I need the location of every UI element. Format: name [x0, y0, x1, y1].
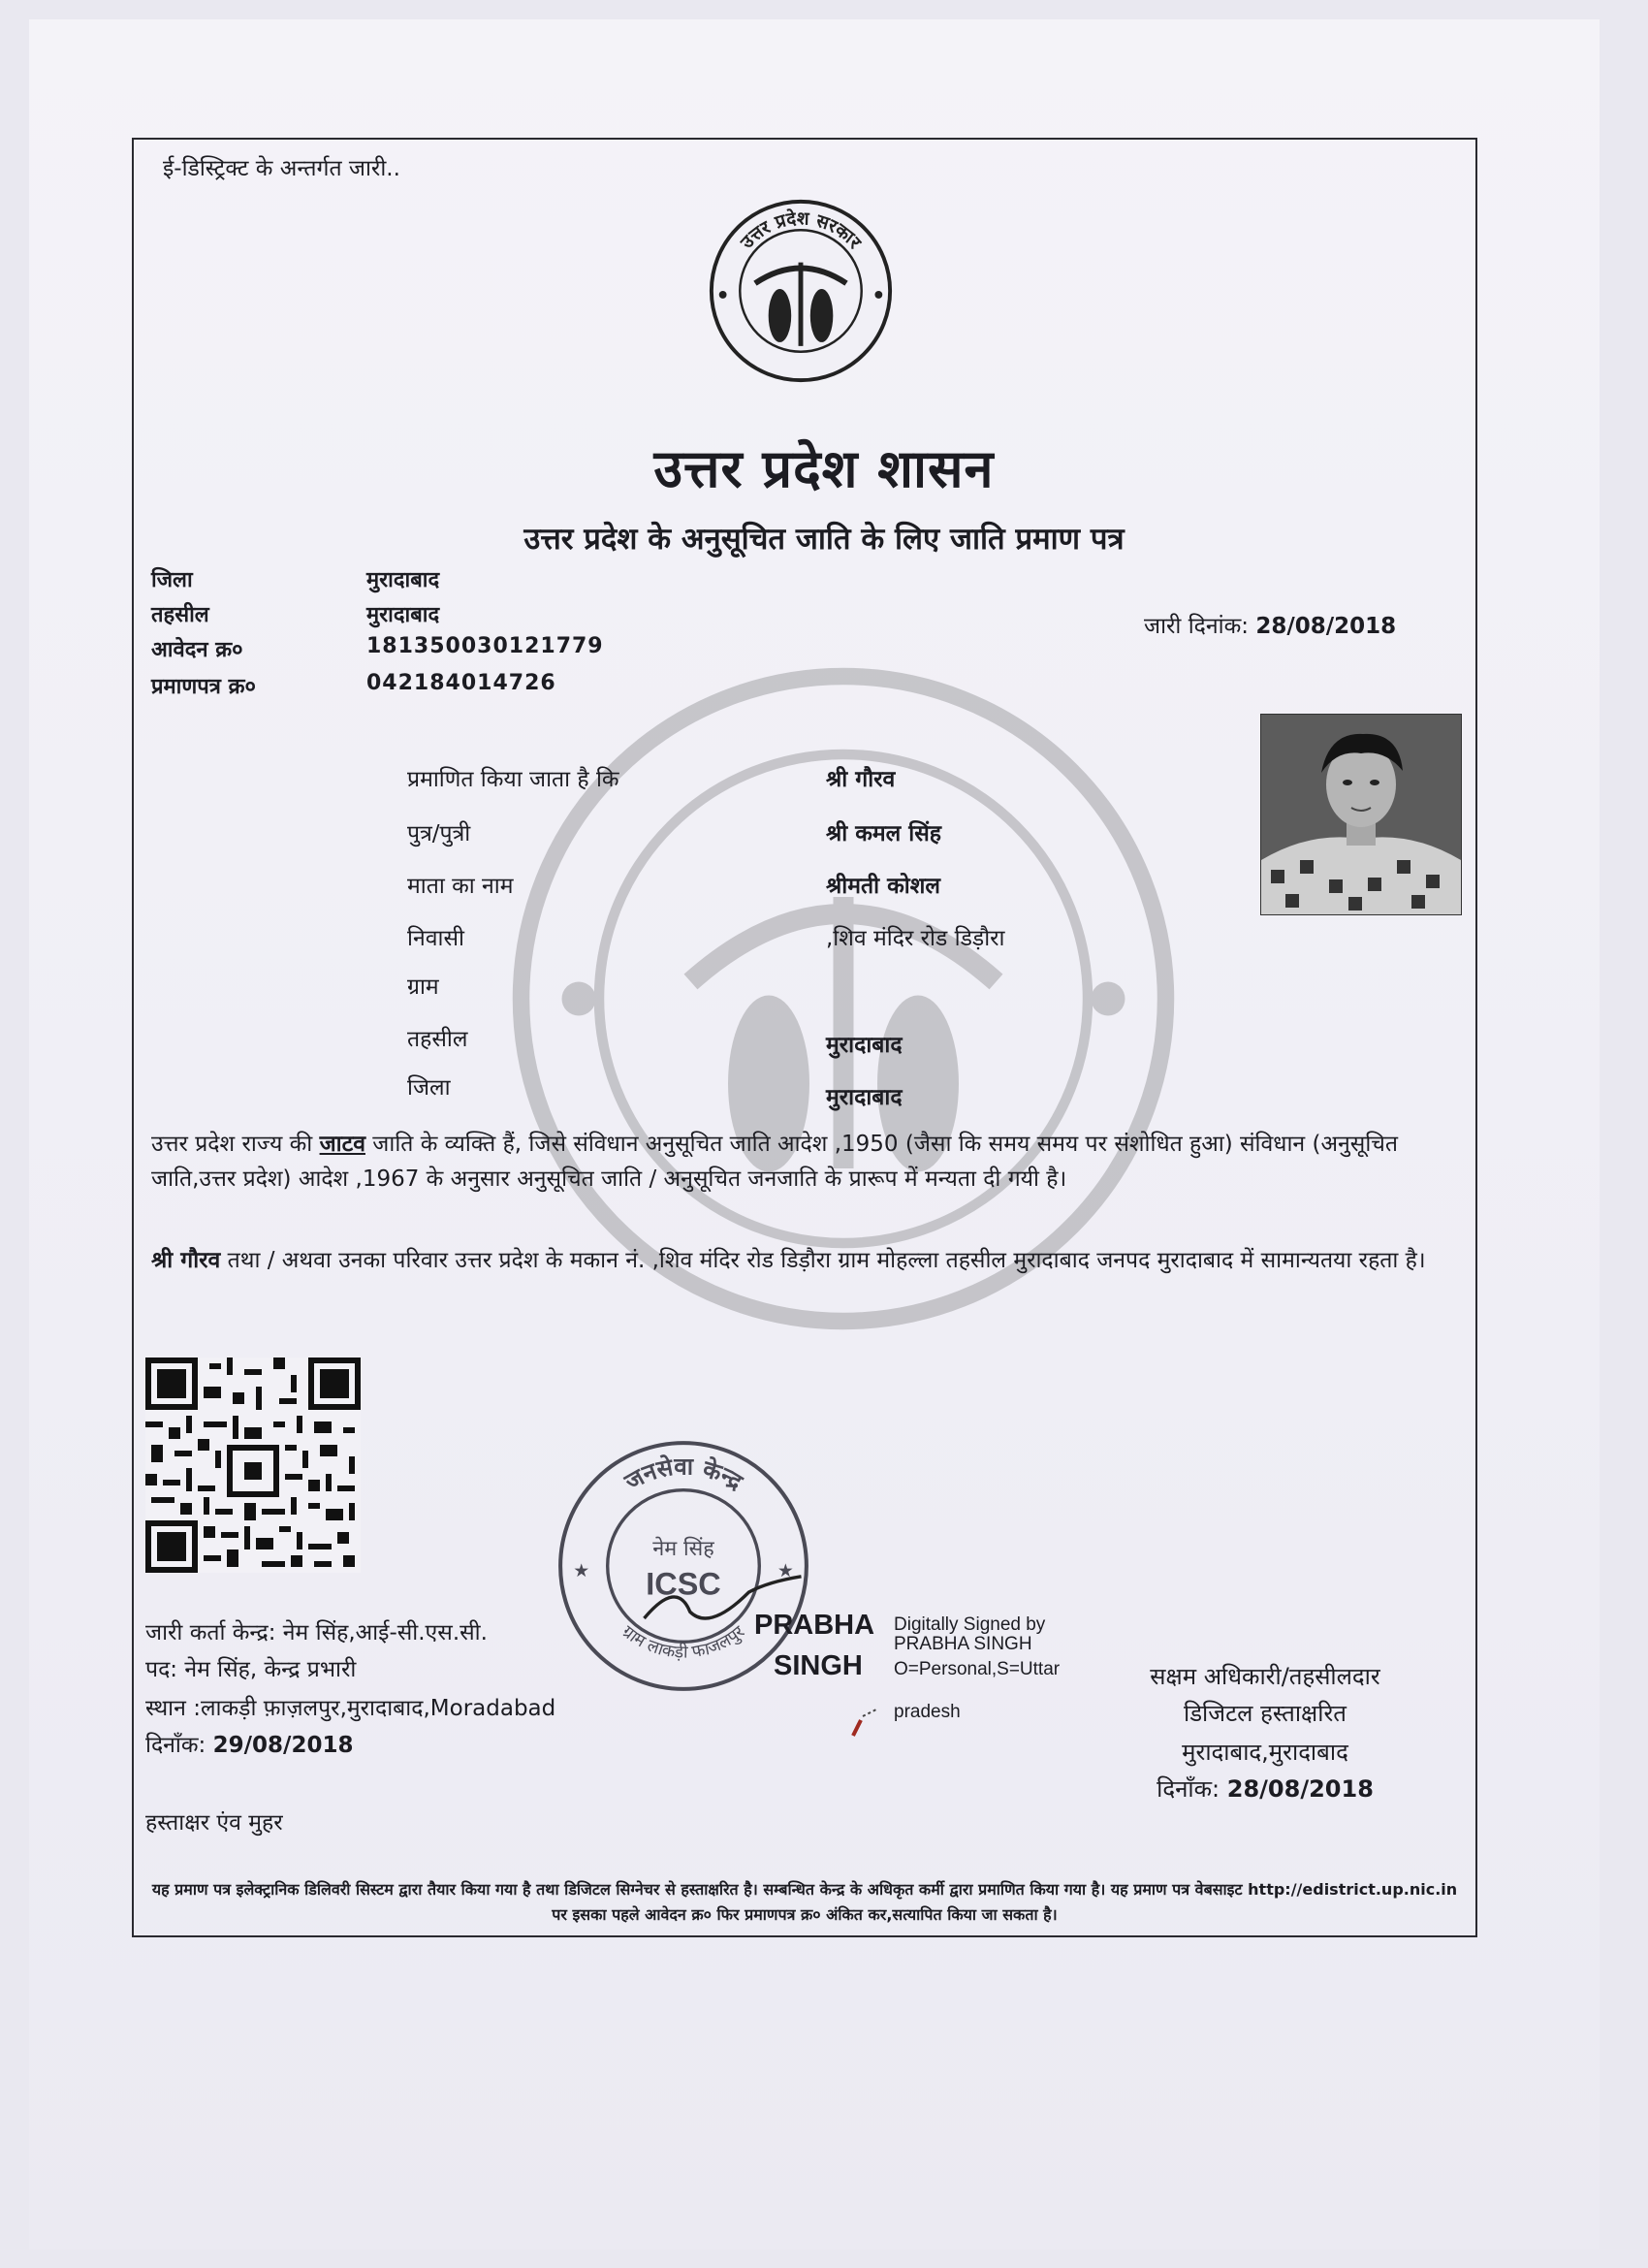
meta-value-certificate-no: 042184014726: [366, 671, 556, 695]
field-label-district: जिला: [407, 1075, 451, 1101]
field-value-resident: ,शिव मंदिर रोड डिड़ौरा: [826, 926, 1005, 951]
svg-text:★: ★: [776, 1559, 794, 1581]
meta-label-district: जिला: [151, 568, 193, 592]
field-label-mother: माता का नाम: [407, 874, 514, 899]
field-value-father: श्री कमल सिंह: [826, 821, 941, 847]
certificate-title: उत्तर प्रदेश शासन: [653, 437, 995, 499]
sign-and-seal-label: हस्ताक्षर एंव मुहर: [145, 1810, 283, 1836]
meta-label-application-no: आवेदन क्र०: [151, 638, 243, 662]
field-value-mother: श्रीमती कोशल: [826, 874, 940, 899]
meta-label-certificate-no: प्रमाणपत्र क्र०: [151, 675, 256, 699]
certificate-subtitle: उत्तर प्रदेश के अनुसूचित जाति के लिए जाति प्रमाण पत्र: [523, 522, 1125, 557]
digital-sign-detail3: O=Personal,S=Uttar: [894, 1659, 1061, 1679]
issue-date-label: जारी दिनांक:: [1144, 614, 1250, 639]
para1-rest: जाति के व्यक्ति हैं, जिसे संविधान अनुसूचित जाति आदेश ,1950 (जैसा कि समय समय पर संशोधित हुआ) संविधान (अनुसूचित जाति,उत्तर प्रदेश) आदेश ,1967 के अनुसार अनुसूचित जाति / अनुसूचित जनजाति के प्रारूप में मन्यता दी गयी है।: [151, 1132, 1399, 1192]
verification-footer: यह प्रमाण पत्र इलेक्ट्रानिक डिलिवरी सिस्टम द्वारा तैयार किया गया है तथा डिजिटल सिग्नेचर से हस्ताक्षरित है। सम्बन्धित केन्द्र के अधिकृत कर्मी द्वारा प्रमाणित किया गया है। यह प्रमाण पत्र वेबसाइट http://edistrict.up.nic.in पर इसका पहले आवेदन क्र० फिर प्रमाणपत्र क्र० अंकित कर,सत्यापित किया जा सकता है।: [151, 1880, 1458, 1924]
para2-rest: तथा / अथवा उनका परिवार उत्तर प्रदेश के मकान नं. ,शिव मंदिर रोड डिड़ौरा ग्राम मोहल्ला तहसील मुरादाबाद जनपद मुरादाबाद में सामान्यतया रहता है।: [220, 1248, 1426, 1273]
field-value-name: श्री गौरव: [826, 767, 896, 792]
meta-label-tehsil: तहसील: [151, 603, 209, 627]
digital-sign-name-line2: SINGH: [774, 1650, 863, 1681]
issuer-center: जारी कर्ता केन्द्र: नेम सिंह,आई-सी.एस.सी.: [145, 1620, 488, 1645]
issuer-date-value: 29/08/2018: [212, 1733, 354, 1758]
issuer-place: स्थान :लाकड़ी फ़ाज़लपुर,मुरादाबाद,Moradabad: [145, 1696, 556, 1721]
meta-value-tehsil: मुरादाबाद: [366, 603, 440, 627]
digital-sign-detail4: pradesh: [894, 1702, 961, 1722]
meta-value-district: मुरादाबाद: [366, 568, 440, 592]
authority-date-label: दिनाँक:: [1157, 1775, 1220, 1803]
up-government-emblem-icon: [706, 192, 896, 390]
para2-name: श्री गौरव: [151, 1248, 221, 1273]
field-label-certified: प्रमाणित किया जाता है कि: [407, 767, 619, 792]
caste-declaration-paragraph: [151, 1127, 1455, 1197]
stamp-top-text: जनसेवा केन्द्र: [619, 1452, 748, 1496]
issuer-date: [145, 1728, 353, 1759]
issuer-post: पद: नेम सिंह, केन्द्र प्रभारी: [145, 1657, 357, 1682]
stamp-name-text: नेम सिंह: [652, 1537, 714, 1562]
issue-date: [1144, 609, 1396, 640]
residence-paragraph: [151, 1243, 1455, 1278]
caste-name: जाटव: [319, 1132, 365, 1157]
digital-sign-detail2: PRABHA SINGH: [894, 1634, 1032, 1654]
field-label-son-daughter: पुत्र/पुत्री: [407, 821, 471, 847]
authority-line3: मुरादाबाद,मुरादाबाद: [1182, 1739, 1348, 1766]
field-label-tehsil: तहसील: [407, 1027, 468, 1052]
digital-sign-name-line1: PRABHA: [754, 1610, 875, 1641]
authority-line1: सक्षम अधिकारी/तहसीलदार: [1150, 1663, 1380, 1690]
digital-sign-detail1: Digitally Signed by: [894, 1614, 1046, 1635]
meta-value-application-no: 181350030121779: [366, 634, 604, 658]
field-label-village: ग्राम: [407, 974, 439, 1000]
field-value-tehsil: मुरादाबाद: [826, 1033, 903, 1058]
field-label-resident: निवासी: [407, 926, 464, 951]
stamp-center-text: ICSC: [646, 1566, 721, 1602]
para1-prefix: उत्तर प्रदेश राज्य की: [151, 1132, 320, 1157]
issuer-date-label: दिनाँक:: [145, 1733, 206, 1758]
signature-check-icon: [849, 1699, 884, 1738]
stamp-bottom-text: ग्राम लाकड़ी फाजलपुर: [618, 1622, 749, 1663]
issue-date-value: 28/08/2018: [1255, 614, 1397, 639]
applicant-photo: [1260, 714, 1462, 915]
person-photo-icon: [1261, 715, 1461, 914]
emblem-text: उत्तर प्रदेश सरकार: [737, 208, 865, 253]
authority-line2: डिजिटल हस्ताक्षरित: [1184, 1700, 1347, 1727]
qr-code-icon[interactable]: [145, 1358, 361, 1573]
header-note: ई-डिस्ट्रिक्ट के अन्तर्गत जारी..: [163, 156, 400, 181]
authority-date: [1091, 1773, 1440, 1805]
field-value-district: मुरादाबाद: [826, 1085, 903, 1110]
svg-text:★: ★: [573, 1559, 590, 1581]
authority-date-value: 28/08/2018: [1226, 1775, 1374, 1803]
